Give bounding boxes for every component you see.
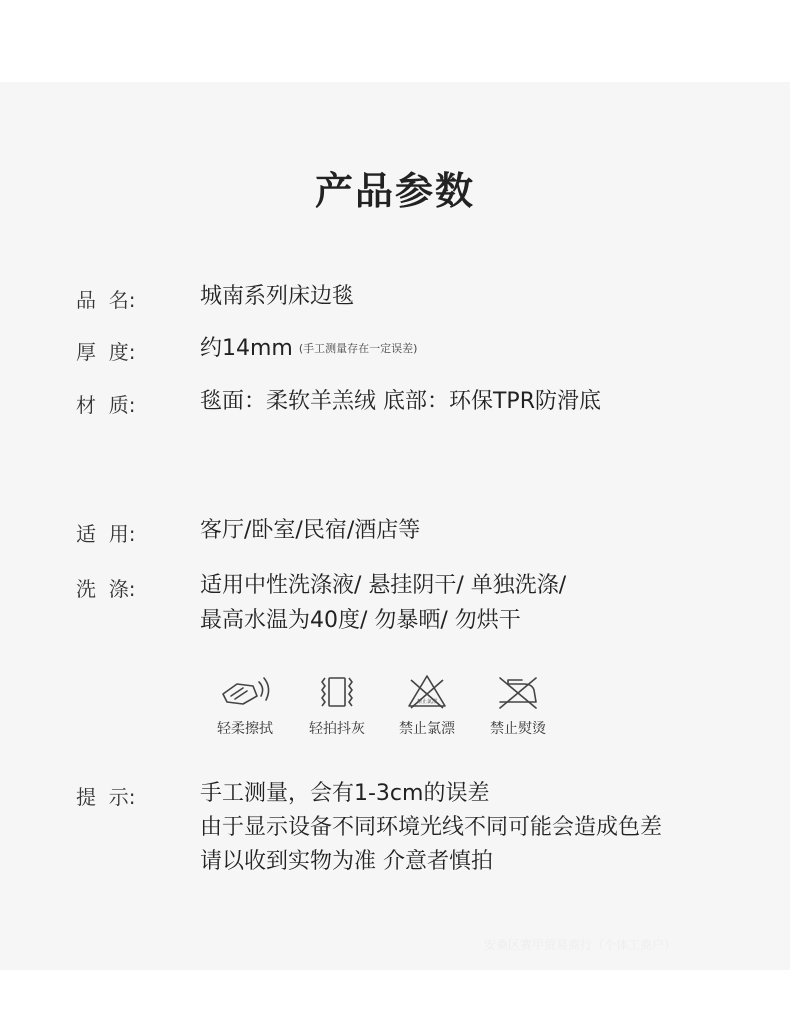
spec-value-line: 由于显示设备不同环境光线不同可能会造成色差 [200,815,663,840]
thickness-value: 约14mm [200,336,293,361]
spec-value-line: 手工测量，会有1-3cm的误差 [200,781,490,806]
care-icons [205,672,565,752]
spec-value: 毯面：柔软羊羔绒 底部：环保TPR防滑底 [200,389,601,414]
thickness-note: (手工测量存在一定误差) [298,342,418,355]
pat-icon [305,672,369,712]
no-bleach-icon [395,672,459,712]
care-label: 禁止氯漂 [399,721,455,737]
page-title: 产品参数 [314,169,475,213]
care-item-wipe [205,672,285,738]
spec-label: 厚 度: [76,340,136,364]
spec-value-line: 适用中性洗涤液/ 悬挂阴干/ 单独洗涤/ [200,573,567,598]
care-item-pat [297,672,377,738]
spec-label: 洗 涤: [76,577,136,601]
spec-value: 城南系列床边毯 [200,284,355,309]
care-label: 轻柔擦拭 [217,721,273,737]
care-item-no-bleach [387,672,467,738]
watermark-text: 安桑区赛甲贸易商行（个体工商户） [484,938,677,952]
spec-value [200,332,417,366]
no-bleach-small-text: 禁止氯漂 [416,699,438,705]
no-iron-icon [486,672,550,712]
spec-label: 提 示: [76,785,136,809]
care-label: 禁止熨烫 [490,721,546,737]
wipe-icon [213,672,277,712]
spec-label: 适 用: [76,522,136,546]
spec-value-line: 最高水温为40度/ 勿暴晒/ 勿烘干 [200,608,521,633]
spec-value: 客厅/卧室/民宿/酒店等 [200,518,421,543]
spec-label: 材 质: [76,393,136,417]
care-label: 轻拍抖灰 [309,721,365,737]
spec-value-line: 请以收到实物为准 介意者慎拍 [200,849,493,874]
care-item-no-iron [478,672,558,738]
spec-label: 品 名: [76,288,136,312]
